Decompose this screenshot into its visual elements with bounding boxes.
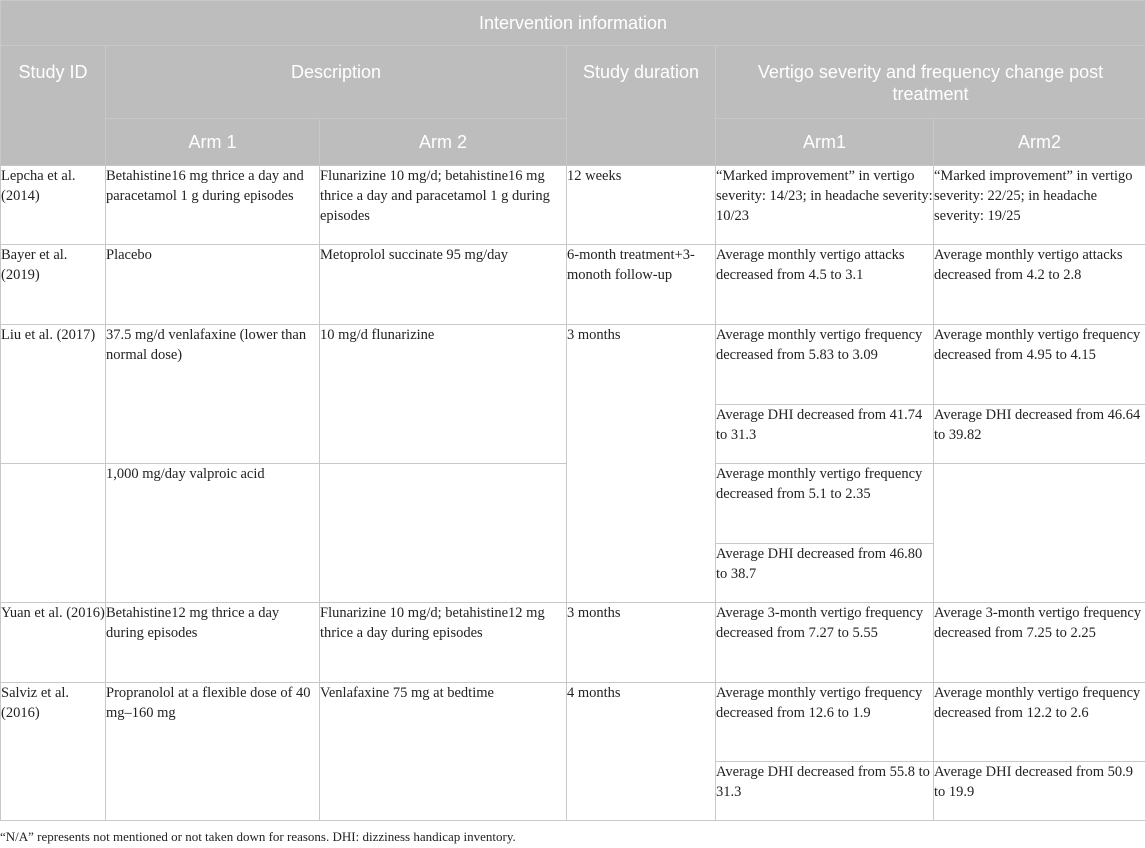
arm1-result-cell: Average DHI decreased from 41.74 to 31.3 bbox=[716, 405, 934, 464]
duration-cell: 3 months bbox=[567, 603, 716, 683]
table-row bbox=[1, 245, 1145, 325]
arm2-result-cell: Average 3-month vertigo frequency decreased from 7.25 to 2.25 bbox=[934, 603, 1145, 683]
study-id-cell bbox=[1, 464, 106, 603]
arm2-description-cell bbox=[320, 464, 567, 603]
arm1-description-cell: Betahistine16 mg thrice a day and paracetamol 1 g during episodes bbox=[106, 166, 320, 245]
arm2-result-cell: Average monthly vertigo frequency decreased from 12.2 to 2.6 bbox=[934, 683, 1145, 762]
arm1-result-cell: Average monthly vertigo frequency decreased from 5.1 to 2.35 bbox=[716, 464, 934, 544]
arm1-description-cell: 1,000 mg/day valproic acid bbox=[106, 464, 320, 603]
arm2-description-cell: Metoprolol succinate 95 mg/day bbox=[320, 245, 567, 325]
header-description-arm2: Arm 2 bbox=[320, 119, 567, 166]
table-footnote: “N/A” represents not mentioned or not taken down for reasons. DHI: dizziness handicap inventory. bbox=[0, 829, 516, 844]
study-id-cell: Lepcha et al. (2014) bbox=[1, 166, 106, 245]
header-vertigo-change: Vertigo severity and frequency change post treatment bbox=[716, 46, 1145, 119]
arm2-result-cell: Average monthly vertigo frequency decreased from 4.95 to 4.15 bbox=[934, 325, 1145, 405]
duration-cell: 12 weeks bbox=[567, 166, 716, 245]
table-row bbox=[1, 166, 1145, 245]
header-vertigo-arm2: Arm2 bbox=[934, 119, 1145, 166]
table-header bbox=[1, 1, 1145, 166]
table-body bbox=[1, 166, 1145, 821]
arm1-result-cell: Average monthly vertigo attacks decreased from 4.5 to 3.1 bbox=[716, 245, 934, 325]
table-row bbox=[1, 325, 1145, 405]
header-description-arm1: Arm 1 bbox=[106, 119, 320, 166]
arm2-description-cell: 10 mg/d flunarizine bbox=[320, 325, 567, 464]
study-id-cell: Liu et al. (2017) bbox=[1, 325, 106, 464]
study-id-cell: Salviz et al. (2016) bbox=[1, 683, 106, 821]
table-row bbox=[1, 603, 1145, 683]
arm1-description-cell: Betahistine12 mg thrice a day during episodes bbox=[106, 603, 320, 683]
duration-cell: 4 months bbox=[567, 683, 716, 821]
arm2-result-cell bbox=[934, 464, 1145, 603]
header-study-id: Study ID bbox=[1, 46, 106, 166]
arm2-description-cell: Flunarizine 10 mg/d; betahistine16 mg thrice a day and paracetamol 1 g during episodes bbox=[320, 166, 567, 245]
arm2-result-cell: “Marked improvement” in vertigo severity: 22/25; in headache severity: 19/25 bbox=[934, 166, 1145, 245]
arm1-description-cell: 37.5 mg/d venlafaxine (lower than normal dose) bbox=[106, 325, 320, 464]
header-description: Description bbox=[106, 46, 567, 119]
header-vertigo-arm1: Arm1 bbox=[716, 119, 934, 166]
arm2-result-cell: Average DHI decreased from 46.64 to 39.82 bbox=[934, 405, 1145, 464]
arm2-result-cell: Average DHI decreased from 50.9 to 19.9 bbox=[934, 762, 1145, 821]
study-id-cell: Yuan et al. (2016) bbox=[1, 603, 106, 683]
arm1-result-cell: Average monthly vertigo frequency decreased from 5.83 to 3.09 bbox=[716, 325, 934, 405]
arm1-result-cell: Average monthly vertigo frequency decreased from 12.6 to 1.9 bbox=[716, 683, 934, 762]
table-row bbox=[1, 683, 1145, 762]
arm1-result-cell: Average DHI decreased from 55.8 to 31.3 bbox=[716, 762, 934, 821]
duration-cell: 3 months bbox=[567, 325, 716, 603]
arm1-description-cell: Propranolol at a flexible dose of 40 mg–160 mg bbox=[106, 683, 320, 821]
arm1-result-cell: “Marked improvement” in vertigo severity: 14/23; in headache severity: 10/23 bbox=[716, 166, 934, 245]
header-study-duration: Study duration bbox=[567, 46, 716, 166]
arm2-result-cell: Average monthly vertigo attacks decreased from 4.2 to 2.8 bbox=[934, 245, 1145, 325]
arm2-description-cell: Venlafaxine 75 mg at bedtime bbox=[320, 683, 567, 821]
arm2-description-cell: Flunarizine 10 mg/d; betahistine12 mg thrice a day during episodes bbox=[320, 603, 567, 683]
arm1-result-cell: Average 3-month vertigo frequency decreased from 7.27 to 5.55 bbox=[716, 603, 934, 683]
duration-cell: 6-month treatment+3-monoth follow-up bbox=[567, 245, 716, 325]
arm1-description-cell: Placebo bbox=[106, 245, 320, 325]
study-id-cell: Bayer et al. (2019) bbox=[1, 245, 106, 325]
arm1-result-cell: Average DHI decreased from 46.80 to 38.7 bbox=[716, 544, 934, 603]
table-title: Intervention information bbox=[1, 1, 1145, 46]
